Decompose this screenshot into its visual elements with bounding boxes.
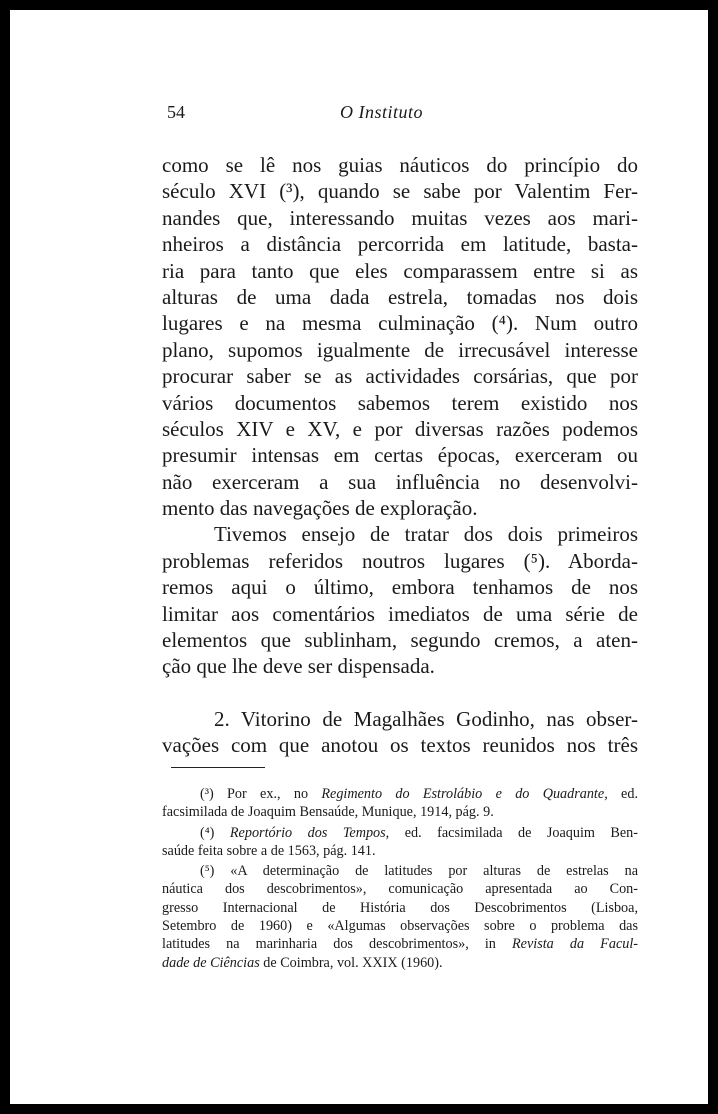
text-line: lugares e na mesma culminação (⁴). Num outro (162, 311, 638, 336)
text-line: procurar saber se as actividades corsárias, que por (162, 364, 638, 389)
text-line: Tivemos ensejo de tratar dos dois primeiros (214, 522, 638, 547)
text-line: não exerceram a sua influência no desenvolvi- (162, 469, 638, 494)
page-header (10, 102, 708, 126)
footnote-4 (162, 824, 638, 861)
text-line: como se lê nos guias náuticos do princípio do (162, 153, 638, 177)
text-line: vações com que anotou os textos reunidos nos três (162, 733, 638, 758)
text-line: ria para tanto que eles comparassem entre si as (162, 258, 638, 283)
footnote-line: saúde feita sobre a de 1563, pág. 141. (162, 842, 376, 859)
text-line: presumir intensas em certas épocas, exerceram ou (162, 443, 638, 468)
footnote-line: náutica dos descobrimentos», comunicação apresentada ao Con- (162, 881, 638, 898)
footnote-line: (⁵) «A determinação de latitudes por alturas de estrelas na (200, 863, 638, 880)
text-line: nheiros a distância percorrida em latitude, basta- (162, 232, 638, 257)
main-text (162, 152, 638, 759)
footnote-line: (⁴) Reportório dos Tempos, ed. facsimilada de Joaquim Ben- (200, 824, 639, 841)
footnote-line: facsimilada de Joaquim Bensaúde, Munique, 1914, pág. 9. (162, 804, 494, 821)
text-line: plano, supomos igualmente de irrecusável interesse (162, 337, 638, 362)
book-page (10, 10, 708, 1104)
text-line: 2. Vitorino de Magalhães Godinho, nas obser- (214, 706, 638, 731)
text-line: séculos XIV e XV, e por diversas razões podemos (162, 416, 638, 441)
text-line: vários documentos sabemos terem existido nos (162, 390, 638, 415)
footnote-divider (171, 767, 265, 768)
footnote-line: dade de Ciências de Coimbra, vol. XXIX (1960). (162, 954, 443, 971)
text-line: limitar aos comentários imediatos de uma série de (162, 601, 638, 626)
footnotes (162, 785, 638, 972)
text-line: nandes que, interessando muitas vezes aos mari- (162, 205, 638, 230)
paragraph-1 (162, 152, 638, 521)
footnote-5 (162, 862, 638, 972)
running-title: O Instituto (340, 102, 424, 122)
footnote-line: gresso Internacional de História dos Descobrimentos (Lisboa, (162, 899, 638, 916)
text-line: remos aqui o último, embora tenhamos de nos (162, 575, 638, 600)
text-line: alturas de uma dada estrela, tomadas nos dois (162, 284, 638, 309)
text-line: mento das navegações de exploração. (162, 496, 478, 521)
footnote-line: latitudes na marinharia dos descobrimentos», in Revista da Facul- (162, 936, 639, 953)
paragraph-3 (162, 706, 638, 759)
text-line: ção que lhe deve ser dispensada. (162, 654, 435, 679)
text-line: elementos que sublinham, segundo cremos, a aten- (162, 628, 638, 653)
text-line: século XVI (³), quando se sabe por Valentim Fer- (162, 179, 638, 204)
text-line: problemas referidos noutros lugares (⁵). Aborda- (162, 548, 638, 573)
footnote-line: (³) Por ex., no Regimento do Estrolábio e do Quadrante, ed. (200, 786, 638, 802)
footnote-line: Setembro de 1960) e «Algumas observações sobre o problema das (162, 918, 638, 935)
footnote-3 (162, 785, 638, 822)
page-number: 54 (167, 102, 185, 122)
paragraph-2 (162, 521, 638, 679)
